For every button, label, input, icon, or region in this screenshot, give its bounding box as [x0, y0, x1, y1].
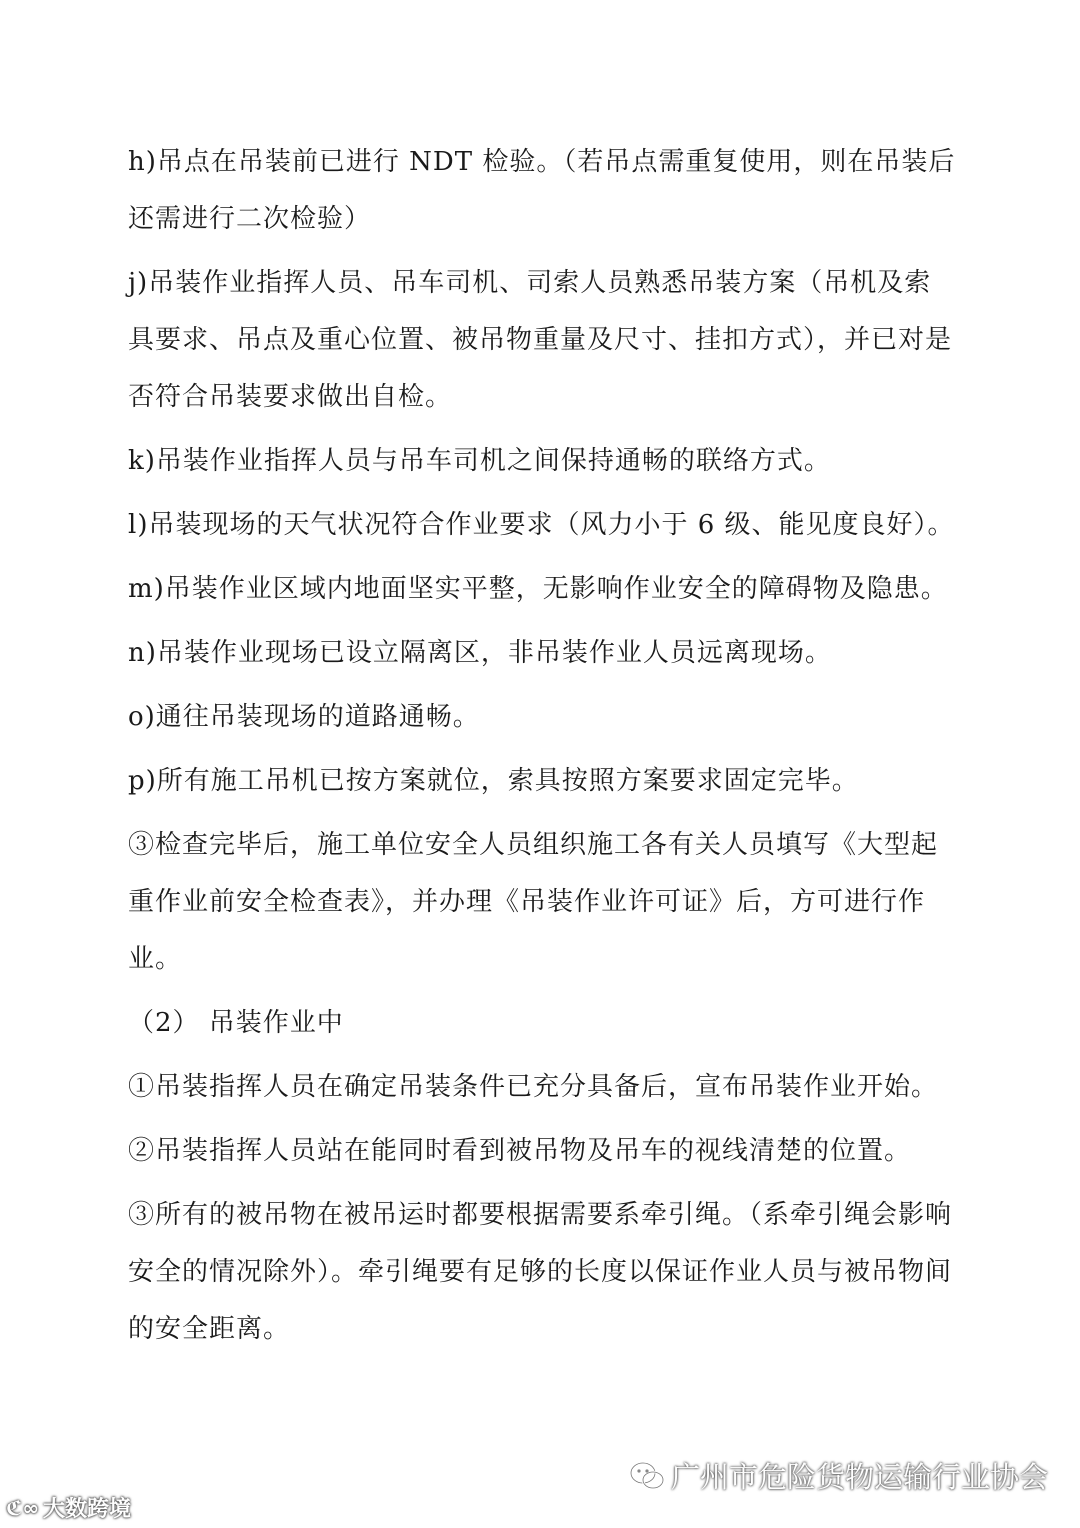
paragraph-step-3-rope: ③所有的被吊物在被吊运时都要根据需要系牵引绳。（系牵引绳会影响安全的情况除外）。牵引绳要有足够的长度以保证作业人员与被吊物间的安全距离。 [128, 1200, 953, 1344]
paragraph-step-3-check: ③检查完毕后，施工单位安全人员组织施工各有关人员填写《大型起重作业前安全检查表》，并办理《吊装作业许可证》后，方可进行作业。 [128, 830, 939, 974]
section-heading-during-lifting: （2） 吊装作业中 [128, 1008, 344, 1038]
watermark-association [629, 1455, 1048, 1496]
watermark-brand [6, 1492, 131, 1523]
paragraph-j: j)吊装作业指挥人员、吊车司机、司索人员熟悉吊装方案（吊机及索具要求、吊点及重心位置、被吊物重量及尺寸、挂扣方式），并已对是否符合吊装要求做出自检。 [128, 268, 953, 412]
paragraph-p: p)所有施工吊机已按方案就位，索具按照方案要求固定完毕。 [128, 766, 859, 796]
brand-logo-icon: ℭ∞ [6, 1495, 40, 1520]
watermark-association-text: 广州市危险货物运输行业协会 [670, 1460, 1048, 1494]
paragraph-o: o)通往吊装现场的道路通畅。 [128, 702, 480, 732]
paragraph-m: m)吊装作业区域内地面坚实平整，无影响作业安全的障碍物及隐患。 [128, 574, 948, 604]
wechat-icon [629, 1461, 665, 1491]
paragraph-step-2: ②吊装指挥人员站在能同时看到被吊物及吊车的视线清楚的位置。 [128, 1136, 912, 1166]
watermark-brand-text: 大数跨境 [43, 1497, 132, 1522]
paragraph-n: n)吊装作业现场已设立隔离区，非吊装作业人员远离现场。 [128, 638, 832, 668]
paragraph-step-1: ①吊装指挥人员在确定吊装条件已充分具备后，宣布吊装作业开始。 [128, 1072, 939, 1102]
paragraph-h: h)吊点在吊装前已进行 NDT 检验。（若吊点需重复使用，则在吊装后还需进行二次检验） [128, 147, 956, 234]
paragraph-k: k)吊装作业指挥人员与吊车司机之间保持通畅的联络方式。 [128, 446, 831, 476]
document-body [128, 134, 956, 1365]
paragraph-l: l)吊装现场的天气状况符合作业要求（风力小于 6 级、能见度良好）。 [128, 510, 955, 540]
